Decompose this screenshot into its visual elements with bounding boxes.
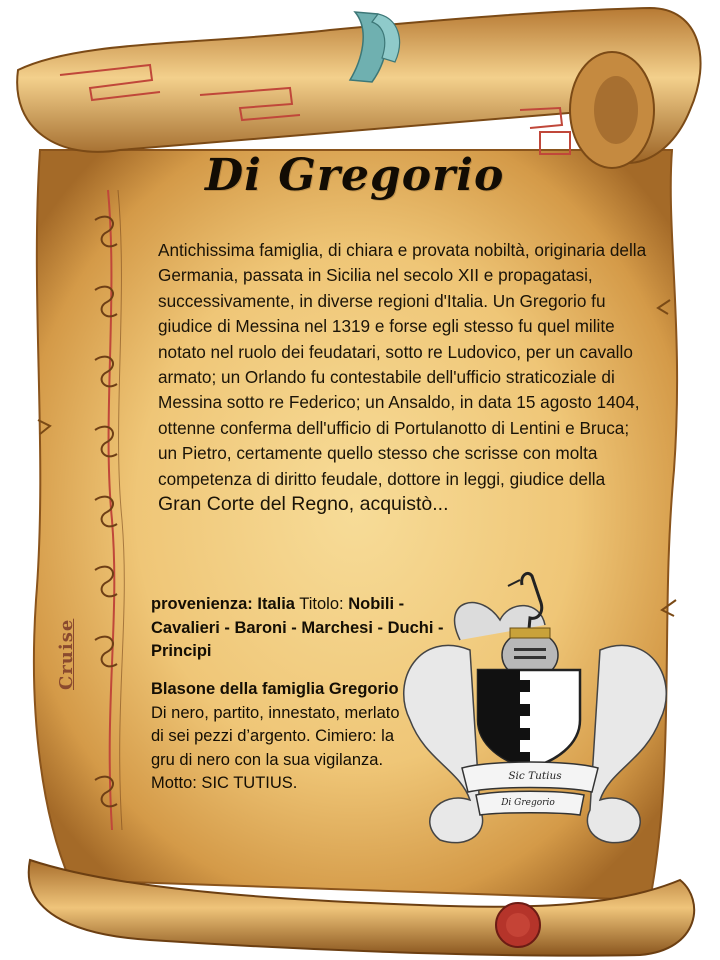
page-title: Di Gregorio [205, 150, 505, 201]
crest-motto: Sic Tutius [508, 770, 562, 782]
intro-paragraph [158, 238, 650, 517]
blasone-heading: Blasone della famiglia Gregorio [151, 680, 399, 698]
provenienza-block [151, 593, 451, 664]
blasone-block [151, 678, 416, 796]
crest-name: Di Gregorio [501, 798, 555, 808]
provenienza-label: provenienza: [151, 595, 253, 613]
blasone-text: Di nero, partito, innestato, merlato di sei pezzi d’argento. Cimiero: la gru di nero con la sua vigilanza. Motto: SIC TUTIUS. [151, 703, 400, 792]
titolo-label: Titolo: [299, 595, 344, 613]
intro-text-large: Gran Corte del Regno, acquistò... [158, 493, 449, 516]
side-label: Cruise [56, 618, 77, 690]
provenienza-value: Italia [257, 595, 295, 613]
intro-text: Antichissima famiglia, di chiara e provata nobiltà, originaria della Germania, passata in Sicilia nel secolo XII e propagatasi, successivamente, in diverse regioni d'Italia. Un Gregorio fu giudice di Messina nel 1319 e forse egli stesso fu quel milite notato nel ruolo dei feudatari, sotto re Ludovico, per un cavallo armato; un Orlando fu contestabile dell'ufficio straticoziale di Messina sotto re Federico; un Ansaldo, in data 15 agosto 1404, ottenne conferma dell'ufficio di Portulanotto di Lentini e Bruca; un Pietro, certamente quello stesso che scrisse con molta competenza di diritto feudale, dottore in leggi, giudice della [158, 240, 647, 489]
titolo-value: Nobili - Cavalieri - Baroni - Marchesi - Duchi - Principi [151, 595, 444, 660]
